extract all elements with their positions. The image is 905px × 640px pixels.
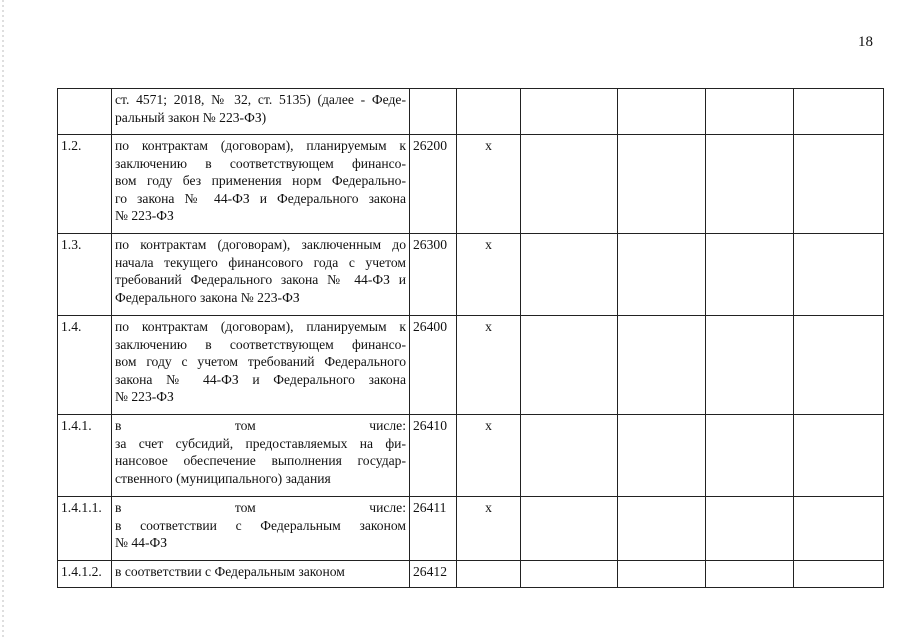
row-description — [112, 89, 410, 135]
description-line: заключению в соответствующем финансо- — [115, 155, 406, 171]
empty-cell — [794, 316, 884, 415]
description-line: Федерального закона № 223-ФЗ — [115, 289, 300, 305]
empty-cell — [521, 316, 618, 415]
row-code: 26200 — [410, 135, 457, 234]
table-row — [58, 497, 884, 561]
row-code: 26412 — [410, 561, 457, 588]
empty-cell — [706, 415, 794, 497]
description-line: требований Федерального закона № 44-ФЗ и — [115, 272, 406, 288]
row-description — [112, 497, 410, 561]
row-x-mark: x — [457, 135, 521, 234]
empty-cell — [794, 415, 884, 497]
row-description — [112, 135, 410, 234]
description-line: начала текущего финансового года с учетом — [115, 254, 406, 270]
description-line: в соответствии с Федеральным законом — [115, 517, 406, 533]
row-number: 1.3. — [58, 234, 112, 316]
empty-cell — [618, 316, 706, 415]
row-code — [410, 89, 457, 135]
description-line: № 223-ФЗ — [115, 208, 174, 224]
row-code: 26300 — [410, 234, 457, 316]
description-line: в соответствии с Федеральным законом — [115, 564, 345, 579]
table-row — [58, 316, 884, 415]
empty-cell — [706, 89, 794, 135]
empty-cell — [706, 561, 794, 588]
empty-cell — [794, 89, 884, 135]
table-row — [58, 561, 884, 588]
margin-scan-marks — [2, 0, 4, 640]
description-line: ст. 4571; 2018, № 32, ст. 5135) (далее - Феде- — [115, 92, 406, 107]
description-line: вом году с учетом требований Федерального — [115, 354, 406, 370]
empty-cell — [521, 497, 618, 561]
empty-cell — [521, 234, 618, 316]
row-code: 26411 — [410, 497, 457, 561]
row-code: 26410 — [410, 415, 457, 497]
row-description — [112, 234, 410, 316]
row-number: 1.4.1. — [58, 415, 112, 497]
empty-cell — [618, 234, 706, 316]
row-x-mark — [457, 561, 521, 588]
row-x-mark: x — [457, 316, 521, 415]
table-row — [58, 415, 884, 497]
empty-cell — [618, 135, 706, 234]
empty-cell — [794, 234, 884, 316]
empty-cell — [521, 415, 618, 497]
description-line: нансовое обеспечение выполнения государ- — [115, 453, 406, 469]
empty-cell — [706, 234, 794, 316]
empty-cell — [521, 561, 618, 588]
empty-cell — [794, 497, 884, 561]
empty-cell — [794, 135, 884, 234]
description-line: в том числе: — [115, 418, 406, 433]
description-line: ственного (муниципального) задания — [115, 470, 331, 486]
empty-cell — [618, 497, 706, 561]
row-description — [112, 316, 410, 415]
row-x-mark — [457, 89, 521, 135]
row-x-mark: x — [457, 415, 521, 497]
row-x-mark: x — [457, 234, 521, 316]
row-number — [58, 89, 112, 135]
empty-cell — [521, 135, 618, 234]
empty-cell — [794, 561, 884, 588]
table-row — [58, 234, 884, 316]
description-line: заключению в соответствующем финансо- — [115, 336, 406, 352]
row-number: 1.4. — [58, 316, 112, 415]
description-line: по контрактам (договорам), планируемым к — [115, 138, 406, 153]
empty-cell — [706, 316, 794, 415]
row-number: 1.4.1.2. — [58, 561, 112, 588]
page-number: 18 — [858, 34, 873, 50]
empty-cell — [706, 135, 794, 234]
description-line: ральный закон № 223-ФЗ) — [115, 109, 267, 125]
empty-cell — [521, 89, 618, 135]
description-line: № 44-ФЗ — [115, 535, 168, 551]
row-x-mark: x — [457, 497, 521, 561]
row-number: 1.2. — [58, 135, 112, 234]
empty-cell — [618, 89, 706, 135]
document-table — [57, 88, 884, 588]
row-code: 26400 — [410, 316, 457, 415]
empty-cell — [706, 497, 794, 561]
description-line: закона № 44-ФЗ и Федерального закона — [115, 371, 406, 387]
description-line: вом году без применения норм Федерально- — [115, 173, 406, 189]
description-line: № 223-ФЗ — [115, 389, 174, 405]
table-row — [58, 89, 884, 135]
row-description — [112, 561, 410, 588]
description-line: за счет субсидий, предоставляемых на фи- — [115, 435, 406, 451]
description-line: по контрактам (договорам), планируемым к — [115, 319, 406, 334]
description-line: го закона № 44-ФЗ и Федерального закона — [115, 190, 406, 206]
empty-cell — [618, 561, 706, 588]
row-description — [112, 415, 410, 497]
empty-cell — [618, 415, 706, 497]
description-line: по контрактам (договорам), заключенным до — [115, 237, 406, 252]
table-row — [58, 135, 884, 234]
description-line: в том числе: — [115, 500, 406, 515]
row-number: 1.4.1.1. — [58, 497, 112, 561]
